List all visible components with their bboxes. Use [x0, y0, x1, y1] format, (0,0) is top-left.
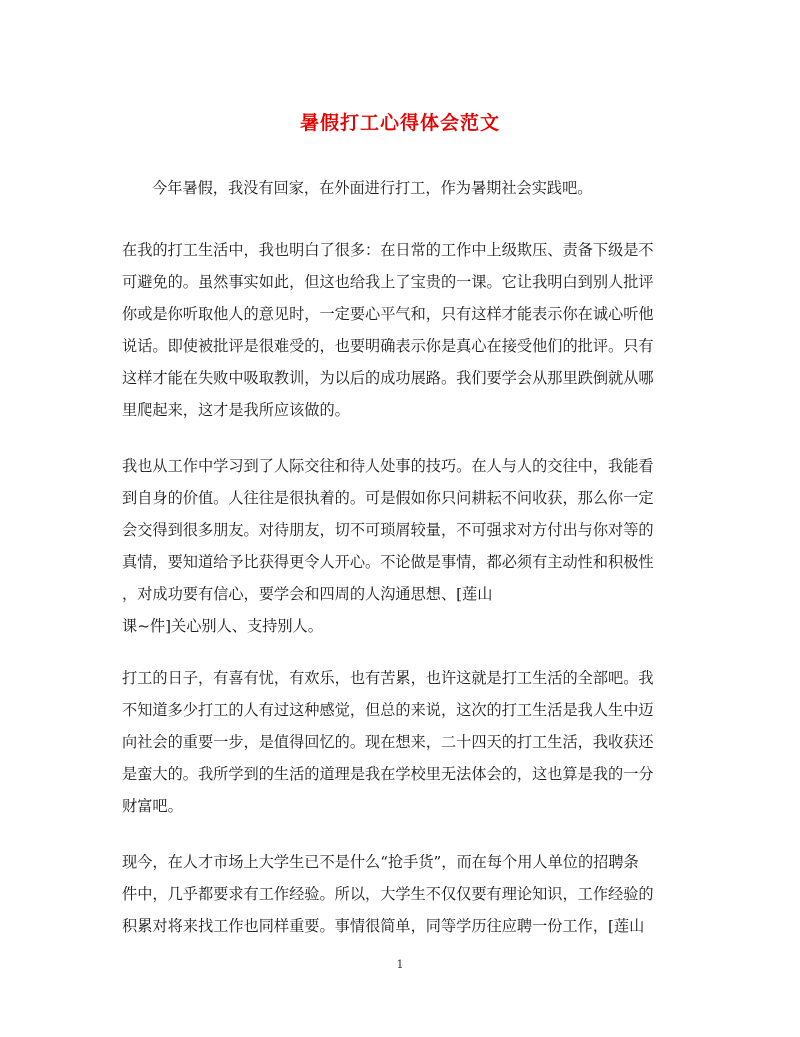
text-line: 真情，要知道给予比获得更令人开心。不论做是事情，都必须有主动性和积极性	[122, 553, 654, 571]
paragraph-work-days	[122, 662, 682, 822]
text-line: 不知道多少打工的人有过这种感觉，但总的来说，这次的打工生活是我人生中迈	[122, 701, 654, 719]
text-line: 今年暑假，我没有回家，在外面进行打工，作为暑期社会实践吧。	[152, 179, 593, 197]
paragraph-job-market	[122, 846, 682, 942]
text-line: 现今，在人才市场上大学生已不是什么“抢手货”，而在每个用人单位的招聘条	[122, 853, 639, 871]
text-line: 你或是你听取他人的意见时，一定要心平气和，只有这样才能表示你在诚心听他	[122, 305, 654, 323]
paragraph-criticism	[122, 234, 682, 426]
text-line: 可避免的。虽然事实如此，但这也给我上了宝贵的一课。它让我明白到别人批评	[122, 273, 654, 291]
text-line: 财富吧。	[122, 797, 183, 815]
text-line: 这样才能在失败中吸取教训，为以后的成功展路。我们要学会从那里跌倒就从哪	[122, 369, 654, 387]
page-number: 1	[396, 958, 404, 971]
text-line: 是蛮大的。我所学到的生活的道理是我在学校里无法体会的，这也算是我的一分	[122, 765, 654, 783]
paragraph-social-skills	[122, 450, 682, 642]
text-line: 积累对将来找工作也同样重要。事情很简单，同等学历往应聘一份工作，[莲山	[122, 917, 645, 935]
text-line: 件中，几乎都要求有工作经验。所以，大学生不仅仅要有理论知识，工作经验的	[122, 885, 654, 903]
paragraph-intro	[122, 172, 682, 204]
text-line: 里爬起来，这才是我所应该做的。	[122, 401, 350, 419]
text-line: 说话。即使被批评是很难受的，也要明确表示你是真心在接受他们的批评。只有	[122, 337, 654, 355]
text-line: 会交得到很多朋友。对待朋友，切不可琐屑较量，不可强求对方付出与你对等的	[122, 521, 654, 539]
text-line: 在我的打工生活中，我也明白了很多：在日常的工作中上级欺压、责备下级是不	[122, 241, 654, 259]
document-title: 暑假打工心得体会范文	[299, 112, 500, 134]
text-line: 向社会的重要一步，是值得回忆的。现在想来，二十四天的打工生活，我收获还	[122, 733, 654, 751]
text-line: 打工的日子，有喜有忧，有欢乐，也有苦累，也许这就是打工生活的全部吧。我	[122, 669, 654, 687]
text-line: 课~件]关心别人、支持别人。	[122, 617, 323, 635]
text-line: ，对成功要有信心，要学会和四周的人沟通思想、[莲山	[122, 585, 493, 603]
text-line: 到自身的价值。人往往是很执着的。可是假如你只问耕耘不问收获，那么你一定	[122, 489, 654, 507]
text-line: 我也从工作中学习到了人际交往和待人处事的技巧。在人与人的交往中，我能看	[122, 457, 654, 475]
